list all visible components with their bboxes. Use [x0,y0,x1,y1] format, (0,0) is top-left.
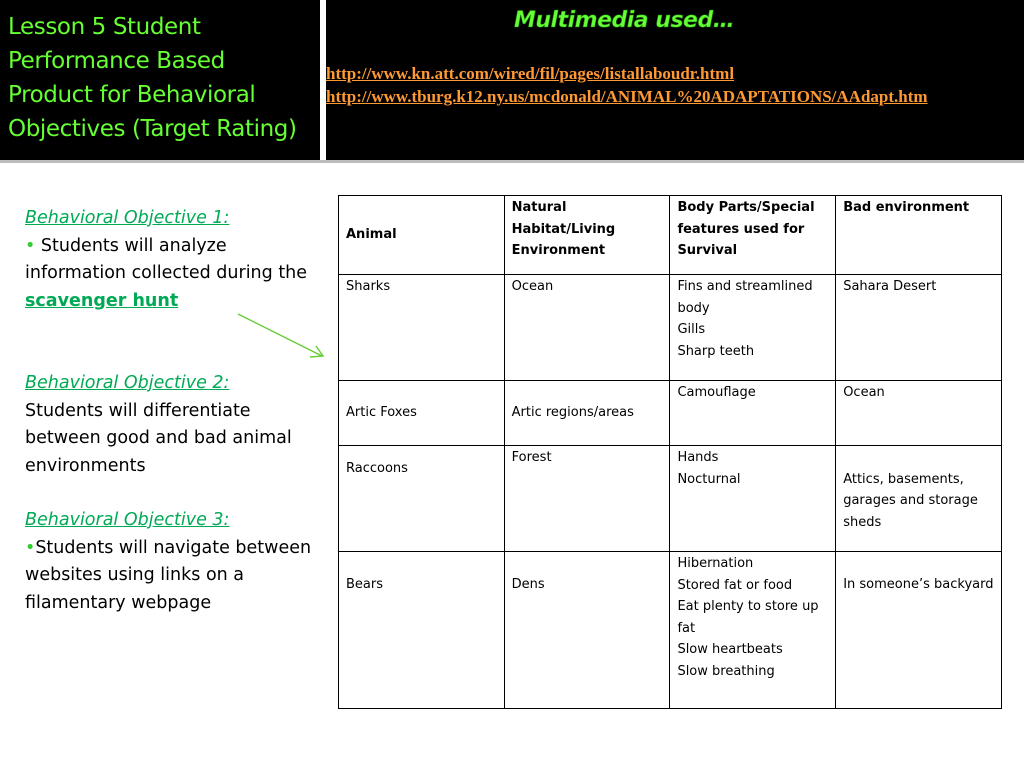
cell-animal: Bears [339,552,505,709]
cell-bad-environment: In someone’s backyard [836,552,1002,709]
cell-habitat: Forest [504,446,670,552]
feature-item: Camouflage [677,385,756,400]
header-features: Body Parts/Special features used for Survival [670,196,836,275]
feature-item: Hands [677,450,719,465]
slide-title [8,10,320,146]
multimedia-link-1[interactable]: http://www.kn.att.com/wired/fil/pages/listallaboudr.html [326,64,735,83]
cell-animal: Raccoons [339,446,505,552]
cell-features [670,275,836,381]
objective-text: Students will analyze information collected during the [25,235,308,283]
objective-heading: Behavioral Objective 1: [25,208,230,228]
feature-item: Slow breathing [677,663,775,679]
table-row [339,381,1002,446]
scavenger-hunt-link[interactable]: scavenger hunt [25,290,179,311]
feature-item: Sharp teeth [677,343,755,359]
feature-item: Gills [677,322,706,337]
bullet-icon: • [25,537,36,558]
header-divider [0,160,1024,163]
cell-animal: Sharks [339,275,505,381]
title-line: Lesson 5 Student [8,14,201,40]
objective-3 [25,507,315,617]
cell-features [670,381,836,446]
multimedia-link-2[interactable]: http://www.tburg.k12.ny.us/mcdonald/ANIMAL%20ADAPTATIONS/AAdapt.htm [326,87,928,106]
table-row [339,446,1002,552]
title-panel [0,0,320,160]
objective-text: Students will navigate between websites using links on a filamentary webpage [25,537,312,613]
animal-table [338,195,1002,709]
table-row [339,552,1002,709]
arrow-icon [230,310,330,365]
feature-item: Stored fat or food [677,577,793,593]
cell-habitat: Dens [504,552,670,709]
title-line: Objectives (Target Rating) [8,116,297,142]
objective-1 [25,205,315,315]
multimedia-heading: Multimedia used… [514,8,735,33]
cell-habitat: Ocean [504,275,670,381]
cell-features [670,552,836,709]
header-animal: Animal [339,196,505,275]
objectives-list [25,205,315,617]
header-bad-environment: Bad environment [836,196,1002,275]
objective-heading: Behavioral Objective 3: [25,510,230,530]
feature-item: Hibernation [677,556,754,571]
bullet-icon: • [25,235,36,256]
feature-item: Eat plenty to store up fat [677,599,819,636]
table-header-row [339,196,1002,275]
title-line: Performance Based [8,48,225,74]
cell-bad-environment: Sahara Desert [836,275,1002,381]
table-row [339,275,1002,381]
objective-heading: Behavioral Objective 2: [25,373,230,393]
multimedia-panel [326,0,1024,160]
feature-item: Fins and streamlined body [677,279,813,316]
cell-features [670,446,836,552]
cell-bad-environment: Ocean [836,381,1002,446]
header-habitat: Natural Habitat/Living Environment [504,196,670,275]
feature-item: Nocturnal [677,471,741,487]
cell-bad-environment: Attics, basements, garages and storage sheds [836,446,1002,552]
feature-item: Slow heartbeats [677,642,783,657]
objective-2 [25,370,315,480]
cell-animal: Artic Foxes [339,381,505,446]
cell-habitat: Artic regions/areas [504,381,670,446]
title-line: Product for Behavioral [8,82,256,108]
objective-text: Students will differentiate between good and bad animal environments [25,400,292,476]
